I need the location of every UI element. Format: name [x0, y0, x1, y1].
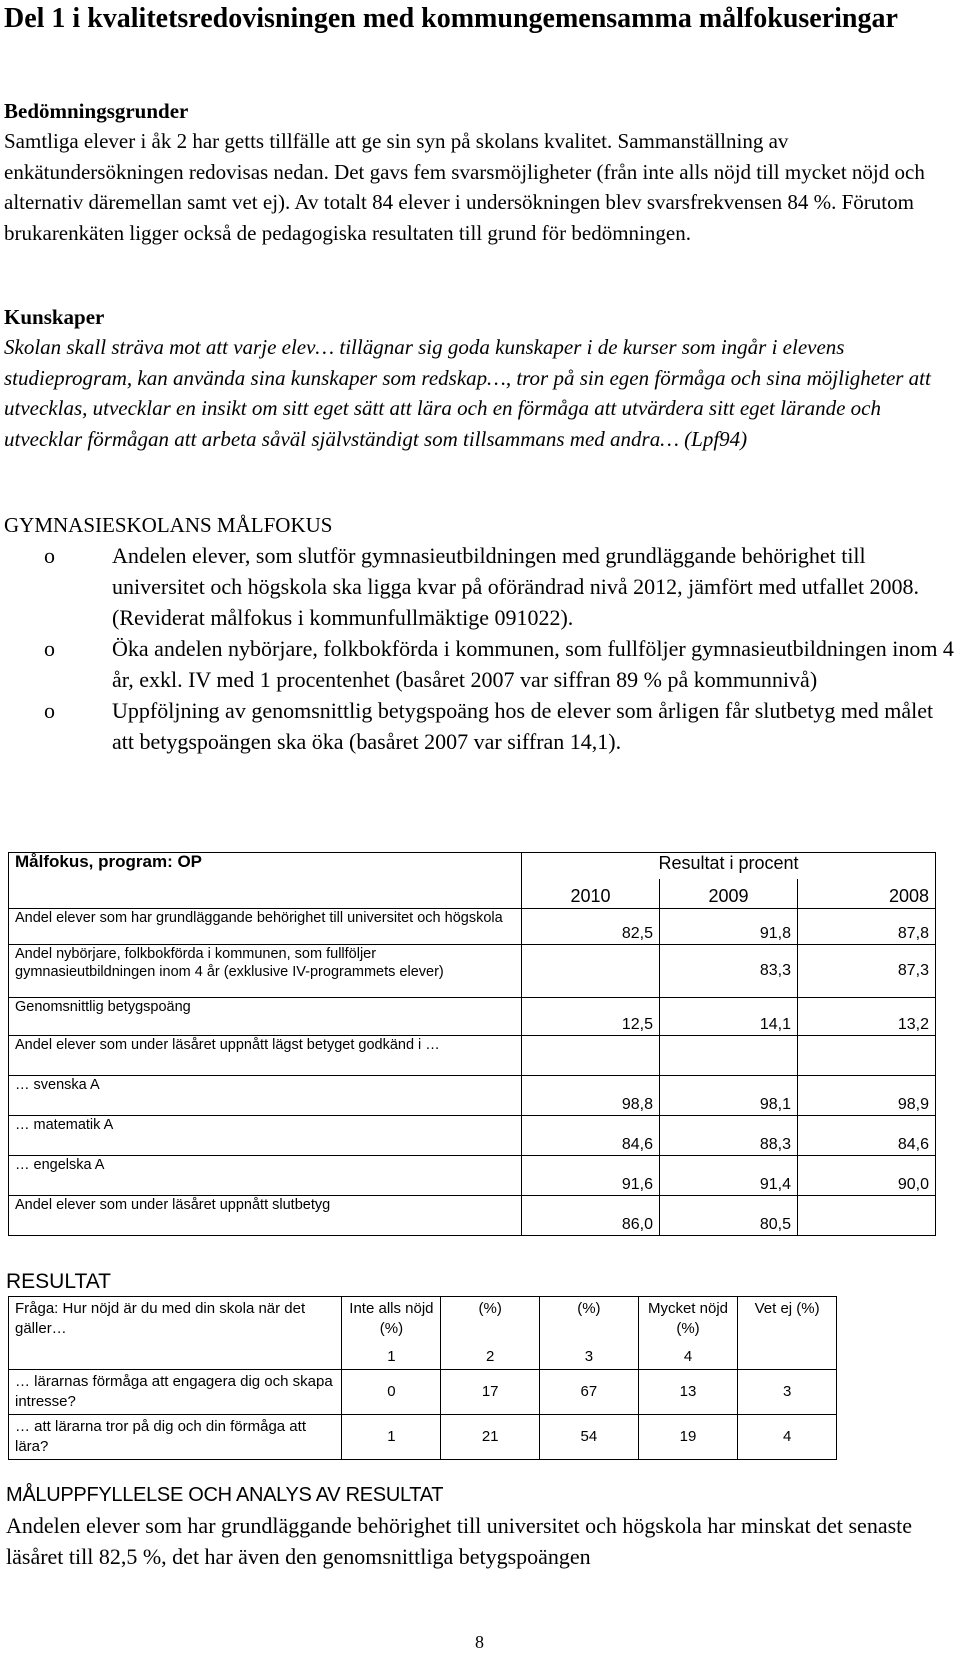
cell-value: 54 [540, 1415, 639, 1460]
cell-value: 90,0 [798, 1156, 936, 1196]
cell-value [660, 1036, 798, 1076]
table1-heading: Målfokus, program: OP [9, 853, 522, 909]
cell-value: 98,8 [522, 1076, 660, 1116]
cell-value: 91,8 [660, 909, 798, 945]
malfokus-item: o Öka andelen nybörjare, folkbokförda i kommunen, som fullföljer gymnasieutbildningen inom 4 år, exkl. IV med 1 procentenhet (basåret 2007 var siffran 89 % på kommunnivå) [4, 633, 954, 695]
analys-text: Andelen elever som har grundläggande behörighet till universitet och högskola har minskat det senaste läsåret till 82,5 %, det har även den genomsnittliga betygspoängen [6, 1513, 913, 1569]
page-number: 8 [475, 1632, 484, 1652]
cell-value: 87,8 [798, 909, 936, 945]
page-title: Del 1 i kvalitetsredovisningen med kommungemensamma målfokuseringar [4, 3, 898, 34]
cell-value: 17 [441, 1370, 540, 1415]
table-row [9, 1156, 936, 1196]
cell-value: 1 [342, 1415, 441, 1460]
cell-value: 84,6 [522, 1116, 660, 1156]
row-label: Andel elever som har grundläggande behörighet till universitet och högskola [9, 909, 522, 945]
cell-value [522, 1036, 660, 1076]
cell-value: 98,9 [798, 1076, 936, 1116]
cell-value: 21 [441, 1415, 540, 1460]
row-label: … svenska A [9, 1076, 522, 1116]
row-label: Andel nybörjare, folkbokförda i kommunen, som fullföljer gymnasieutbildningen inom 4 år (exklusive IV-programmets elever) [9, 945, 522, 998]
cell-value [522, 945, 660, 998]
cell-value [798, 1036, 936, 1076]
survey-question: Fråga: Hur nöjd är du med din skola när det gäller… [9, 1297, 342, 1370]
column-header: Vet ej (%) [738, 1297, 837, 1370]
table-row [9, 909, 936, 945]
cell-value: 80,5 [660, 1196, 798, 1236]
survey-results-table [8, 1296, 837, 1460]
bullet-icon: o [44, 543, 55, 568]
year-header: 2008 [798, 879, 936, 909]
kunskaper-section [4, 302, 949, 454]
table1-result-heading: Resultat i procent [522, 853, 936, 879]
cell-value: 83,3 [660, 945, 798, 998]
cell-value: 4 [738, 1415, 837, 1460]
table-row [9, 1036, 936, 1076]
cell-value: 13 [638, 1370, 738, 1415]
cell-value: 91,4 [660, 1156, 798, 1196]
row-label: … matematik A [9, 1116, 522, 1156]
table-row [9, 1116, 936, 1156]
cell-value: 87,3 [798, 945, 936, 998]
table-row [9, 1196, 936, 1236]
kunskaper-heading: Kunskaper [4, 305, 105, 329]
row-label: … lärarnas förmåga att engagera dig och skapa intresse? [9, 1370, 342, 1415]
bullet-icon: o [44, 636, 55, 661]
malfokus-item: o Uppföljning av genomsnittlig betygspoäng hos de elever som årligen får slutbetyg med målet att betygspoängen ska öka (basåret 2007 var siffran 14,1). [4, 695, 954, 757]
analys-heading: MÅLUPPFYLLELSE OCH ANALYS AV RESULTAT [6, 1484, 444, 1506]
cell-value: 3 [738, 1370, 837, 1415]
cell-value: 19 [638, 1415, 738, 1460]
cell-value: 98,1 [660, 1076, 798, 1116]
table-row [9, 1415, 837, 1460]
cell-value: 67 [540, 1370, 639, 1415]
table-row [9, 1076, 936, 1116]
malfokus-results-table [8, 852, 936, 1236]
cell-value: 91,6 [522, 1156, 660, 1196]
bedomningsgrunder-text: Samtliga elever i åk 2 har getts tillfälle att ge sin syn på skolans kvalitet. Sammanställning av enkätundersökningen redovisas nedan. Det gavs fem svarsmöjligheter (från inte alls nöjd till mycket nöjd och alternativ däremellan samt vet ej). Av totalt 84 elever i undersökningen blev svarsfrekvensen 84 %. Förutom brukarenkäten ligger också de pedagogiska resultaten till grund för bedömningen. [4, 129, 925, 245]
row-label: … engelska A [9, 1156, 522, 1196]
cell-value: 0 [342, 1370, 441, 1415]
cell-value: 14,1 [660, 998, 798, 1036]
resultat-heading: RESULTAT [6, 1270, 112, 1293]
malfokus-heading: GYMNASIESKOLANS MÅLFOKUS [4, 513, 333, 537]
bedomningsgrunder-heading: Bedömningsgrunder [4, 99, 189, 123]
table-row [9, 1370, 837, 1415]
column-header: Inte alls nöjd (%) 1 [342, 1297, 441, 1370]
cell-value: 86,0 [522, 1196, 660, 1236]
row-label: Genomsnittlig betygspoäng [9, 998, 522, 1036]
bullet-icon: o [44, 698, 55, 723]
malfokus-item: o Andelen elever, som slutför gymnasieutbildningen med grundläggande behörighet till universitet och högskola ska ligga kvar på oförändrad nivå 2012, jämfört med utfallet 2008. (Reviderat målfokus i kommunfullmäktige 091022). [4, 540, 954, 633]
cell-value: 88,3 [660, 1116, 798, 1156]
column-header: Mycket nöjd (%) 4 [638, 1297, 738, 1370]
column-header: (%) 2 [441, 1297, 540, 1370]
kunskaper-text: Skolan skall sträva mot att varje elev… tillägnar sig goda kunskaper i de kurser som ingår i elevens studieprogram, kan använda sina kunskaper som redskap…, tror på sin egen förmåga och sina möjligheter att utvecklas, utvecklar en insikt om sitt eget sätt att lära och en förmåga att utvärdera sitt eget lärande och utvecklar förmågan att arbeta såväl självständigt som tillsammans med andra… (Lpf94) [4, 335, 931, 451]
malfokus-list [4, 540, 954, 757]
cell-value: 12,5 [522, 998, 660, 1036]
year-header: 2009 [660, 879, 798, 909]
cell-value [798, 1196, 936, 1236]
table-row [9, 945, 936, 998]
malfokus-section [4, 510, 954, 757]
bedomningsgrunder-section [4, 96, 949, 248]
table-row [9, 998, 936, 1036]
cell-value: 82,5 [522, 909, 660, 945]
row-label: Andel elever som under läsåret uppnått slutbetyg [9, 1196, 522, 1236]
year-header: 2010 [522, 879, 660, 909]
row-label: … att lärarna tror på dig och din förmåga att lära? [9, 1415, 342, 1460]
row-label: Andel elever som under läsåret uppnått lägst betyget godkänd i … [9, 1036, 522, 1076]
cell-value: 84,6 [798, 1116, 936, 1156]
cell-value: 13,2 [798, 998, 936, 1036]
column-header: (%) 3 [540, 1297, 639, 1370]
